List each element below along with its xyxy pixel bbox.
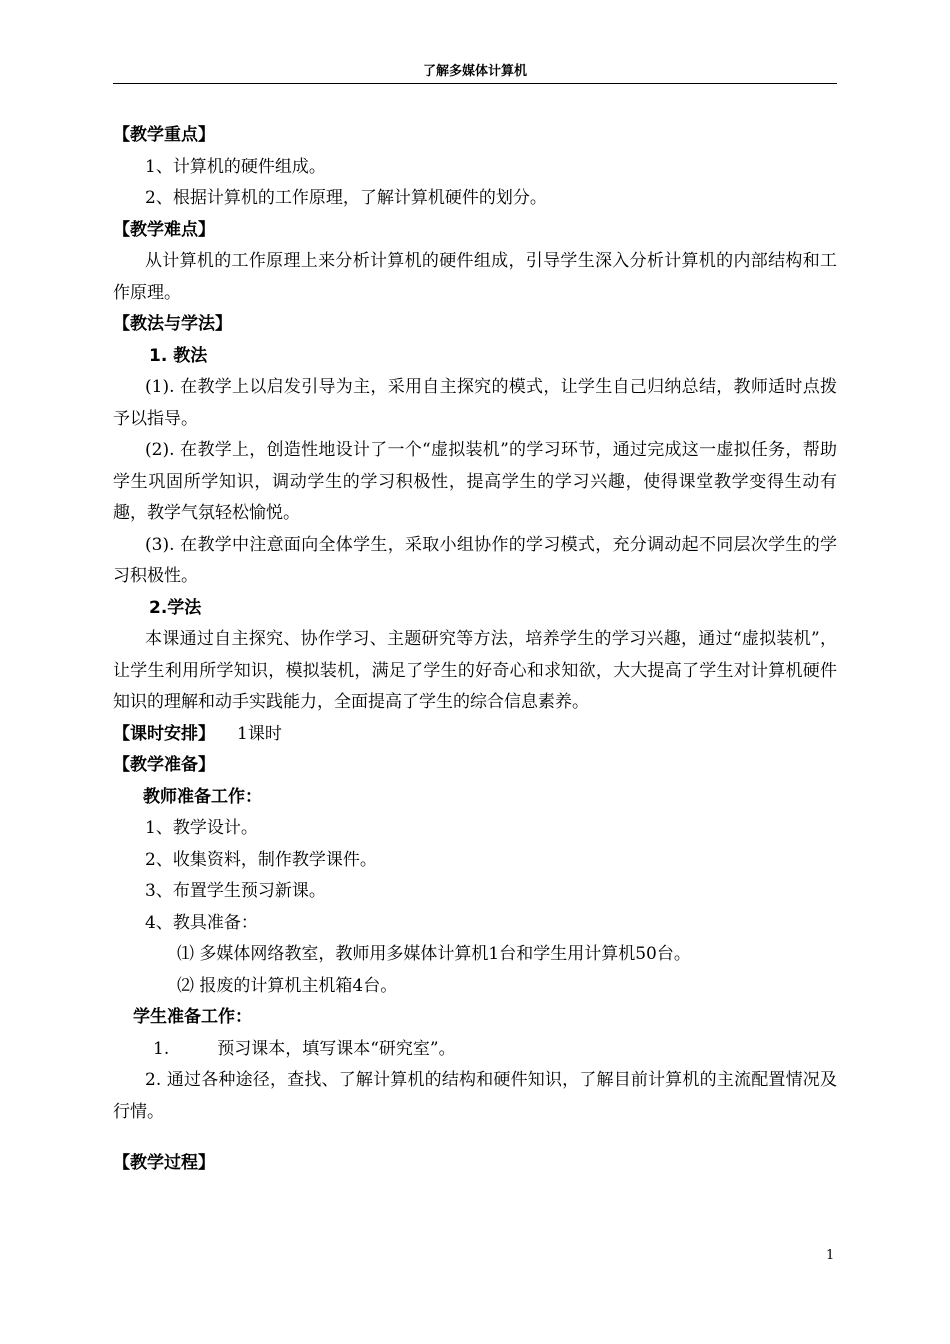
process-heading: 【教学过程】 bbox=[113, 1153, 215, 1173]
methods-heading: 【教法与学法】 bbox=[113, 314, 232, 334]
schedule-value: 1课时 bbox=[237, 723, 282, 744]
document-body bbox=[113, 120, 837, 1180]
teaching-method-item: (2). 在教学上，创造性地设计了一个“虚拟装机”的学习环节，通过完成这一虚拟任务，帮助学生巩固所学知识，调动学生的学习积极性，提高学生的学习兴趣，使得课堂教学变得生动有趣，教学气氛轻松愉悦。 bbox=[113, 440, 837, 523]
preparation-heading: 【教学准备】 bbox=[113, 755, 215, 775]
key-points-heading: 【教学重点】 bbox=[113, 125, 215, 145]
schedule-line bbox=[113, 719, 837, 751]
page-header-title: 了解多媒体计算机 bbox=[422, 64, 527, 79]
student-prep-item-number: 1. bbox=[153, 1038, 170, 1059]
teacher-prep-item: 4、教具准备： bbox=[145, 912, 258, 933]
learning-method-text: 本课通过自主探究、协作学习、主题研究等方法，培养学生的学习兴趣，通过“虚拟装机”，让学生利用所学知识，模拟装机，满足了学生的好奇心和求知欲，大大提高了学生对计算机硬件知识的理解和动手实践能力，全面提高了学生的综合信息素养。 bbox=[113, 629, 837, 712]
teacher-prep-title: 教师准备工作： bbox=[143, 786, 262, 807]
schedule-heading: 【课时安排】 bbox=[113, 723, 215, 744]
student-prep-item: 2. 通过各种途径，查找、了解计算机的结构和硬件知识，了解目前计算机的主流配置情况及行情。 bbox=[113, 1070, 837, 1122]
teacher-prep-sub-item: ⑵ 报废的计算机主机箱4台。 bbox=[177, 975, 398, 996]
teaching-method-item: (1). 在教学上以启发引导为主，采用自主探究的模式，让学生自己归纳总结，教师适时点拨予以指导。 bbox=[113, 377, 837, 429]
student-prep-item-text: 预习课本，填写课本“研究室”。 bbox=[217, 1038, 456, 1059]
teaching-method-title: 1. 教法 bbox=[149, 345, 208, 366]
key-point-item: 2、根据计算机的工作原理，了解计算机硬件的划分。 bbox=[145, 188, 547, 208]
student-prep-item bbox=[113, 1034, 837, 1066]
teacher-prep-item: 3、布置学生预习新课。 bbox=[145, 881, 326, 901]
teacher-prep-item: 2、收集资料，制作教学课件。 bbox=[145, 849, 377, 870]
teacher-prep-sub-item: ⑴ 多媒体网络教室，教师用多媒体计算机1台和学生用计算机50台。 bbox=[177, 944, 691, 964]
teaching-method-item: (3). 在教学中注意面向全体学生，采取小组协作的学习模式，充分调动起不同层次学生的学习积极性。 bbox=[113, 534, 837, 586]
student-prep-title: 学生准备工作： bbox=[133, 1007, 252, 1027]
key-point-item: 1、计算机的硬件组成。 bbox=[145, 156, 326, 177]
learning-method-title: 2.学法 bbox=[149, 597, 202, 618]
difficulty-text: 从计算机的工作原理上来分析计算机的硬件组成，引导学生深入分析计算机的内部结构和工作原理。 bbox=[113, 251, 837, 303]
header-divider bbox=[113, 83, 837, 84]
teacher-prep-item: 1、教学设计。 bbox=[145, 818, 258, 838]
difficulty-heading: 【教学难点】 bbox=[113, 219, 215, 240]
page-number: 1 bbox=[826, 1248, 835, 1263]
